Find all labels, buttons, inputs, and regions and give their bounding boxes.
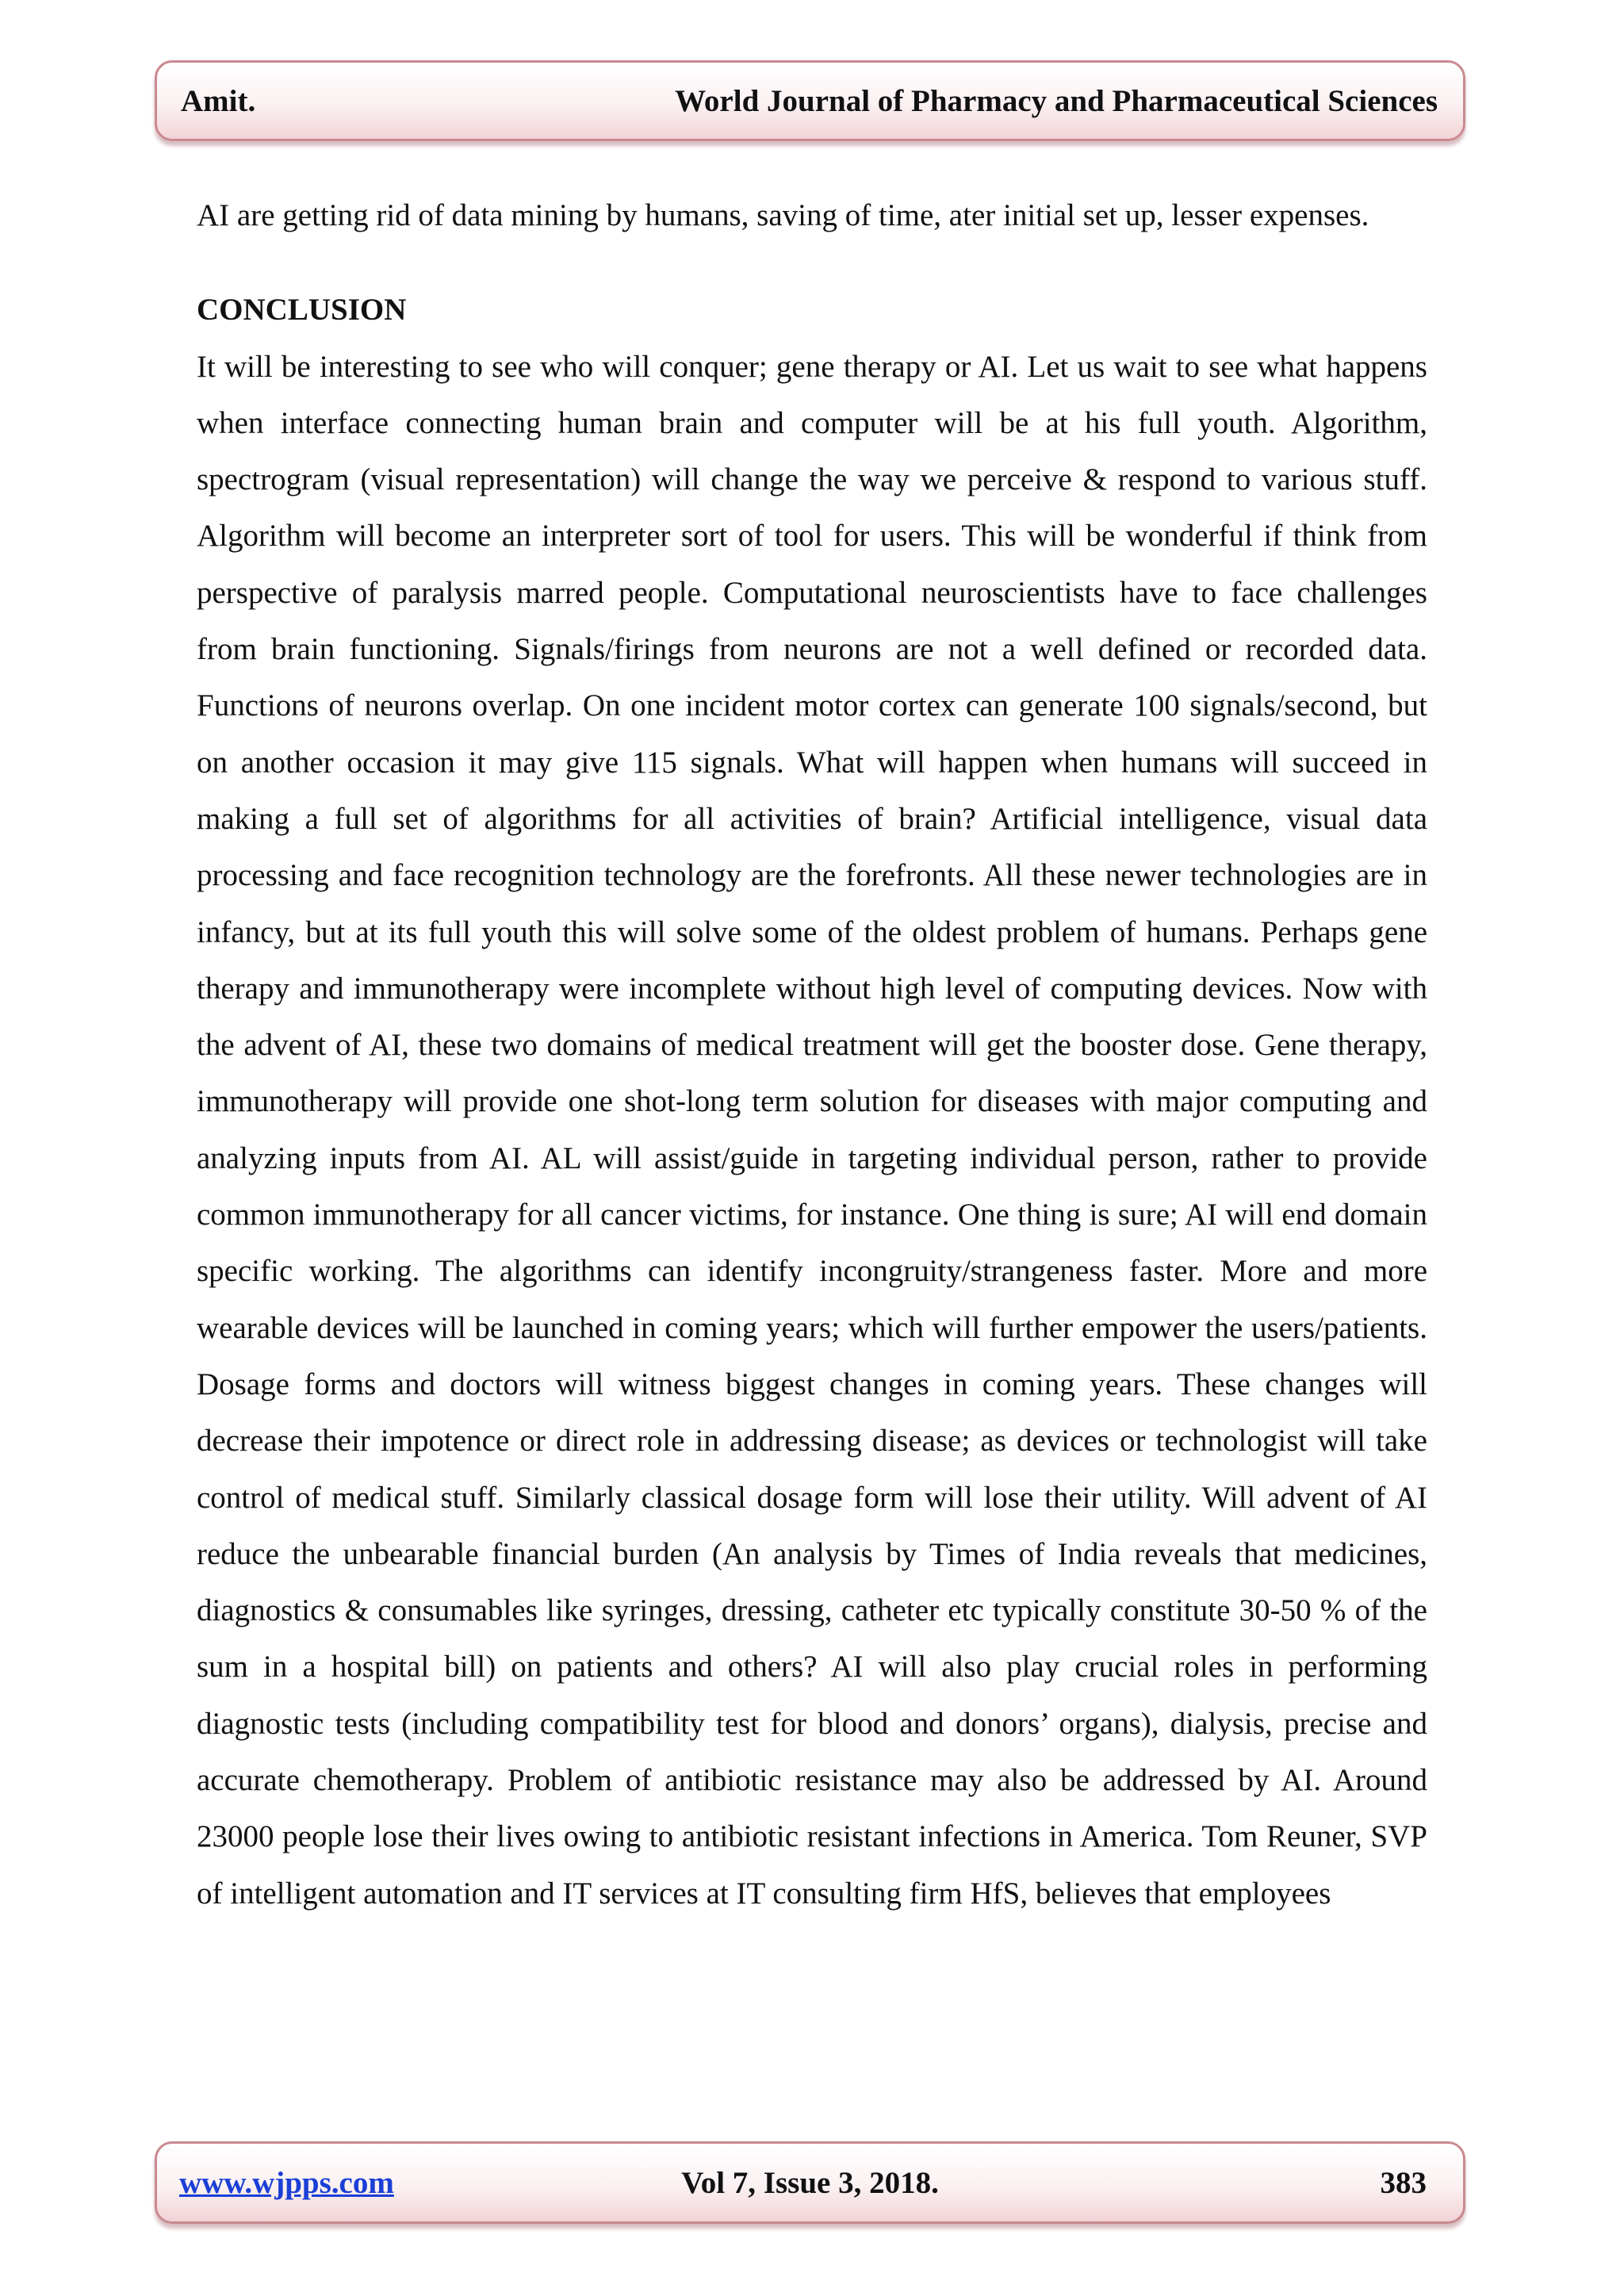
page-number: 383: [1380, 2165, 1427, 2200]
conclusion-paragraph: It will be interesting to see who will conquer; gene therapy or AI. Let us wait to see what happens when interface connecting human brain and computer will be at his full youth. Algorithm, spectrogram (visual representation) will change the way we perceive & respond to various stuff. Algorithm will become an interpreter sort of tool for users. This will be wonderful if think from perspective of paralysis marred people. Computational neuroscientists have to face challenges from brain functioning. Signals/firings from neurons are not a well defined or recorded data. Functions of neurons overlap. On one incident motor cortex can generate 100 signals/second, but on another occasion it may give 115 signals. What will happen when humans will succeed in making a full set of algorithms for all activities of brain? Artificial intelligence, visual data processing and face recognition technology are the forefronts. All these newer technologies are in infancy, but at its full youth this will solve some of the oldest problem of humans. Perhaps gene therapy and immunotherapy were incomplete without high level of computing devices. Now with the advent of AI, these two domains of medical treatment will get the booster dose. Gene therapy, immunotherapy will provide one shot-long term solution for diseases with major computing and analyzing inputs from AI. AL will assist/guide in targeting individual person, rather to provide common immunotherapy for all cancer victims, for instance. One thing is sure; AI will end domain specific working. The algorithms can identify incongruity/strangeness faster. More and more wearable devices will be launched in coming years; which will further empower the users/patients. Dosage forms and doctors will witness biggest changes in coming years. These changes will decrease their impotence or direct role in addressing disease; as devices or technologist will take control of medical stuff. Similarly classical dosage form will lose their utility. Will advent of AI reduce the unbearable financial burden (An analysis by Times of India reveals that medicines, diagnostics & consumables like syringes, dressing, catheter etc typically constitute 30-50 % of the sum in a hospital bill) on patients and others? AI will also play crucial roles in performing diagnostic tests (including compatibility test for blood and donors’ organs), dialysis, precise and accurate chemotherapy. Problem of antibiotic resistance may also be addressed by AI. Around 23000 people lose their lives owing to antibiotic resistant infections in America. Tom Reuner, SVP of intelligent automation and IT services at IT consulting firm HfS, believes that employees: [197, 349, 1427, 1911]
intro-paragraph: AI are getting rid of data mining by humans, saving of time, ater initial set up, lesser expenses.: [197, 198, 1369, 232]
header-author: Amit.: [181, 83, 256, 118]
header-journal-title: World Journal of Pharmacy and Pharmaceutical Sciences: [675, 83, 1438, 118]
running-header: [155, 60, 1465, 141]
section-heading: CONCLUSION: [197, 293, 407, 328]
volume-issue: Vol 7, Issue 3, 2018.: [681, 2165, 939, 2200]
article-body: [197, 187, 1427, 1922]
running-footer: [155, 2141, 1465, 2224]
journal-website-link[interactable]: www.wjpps.com: [179, 2165, 394, 2200]
